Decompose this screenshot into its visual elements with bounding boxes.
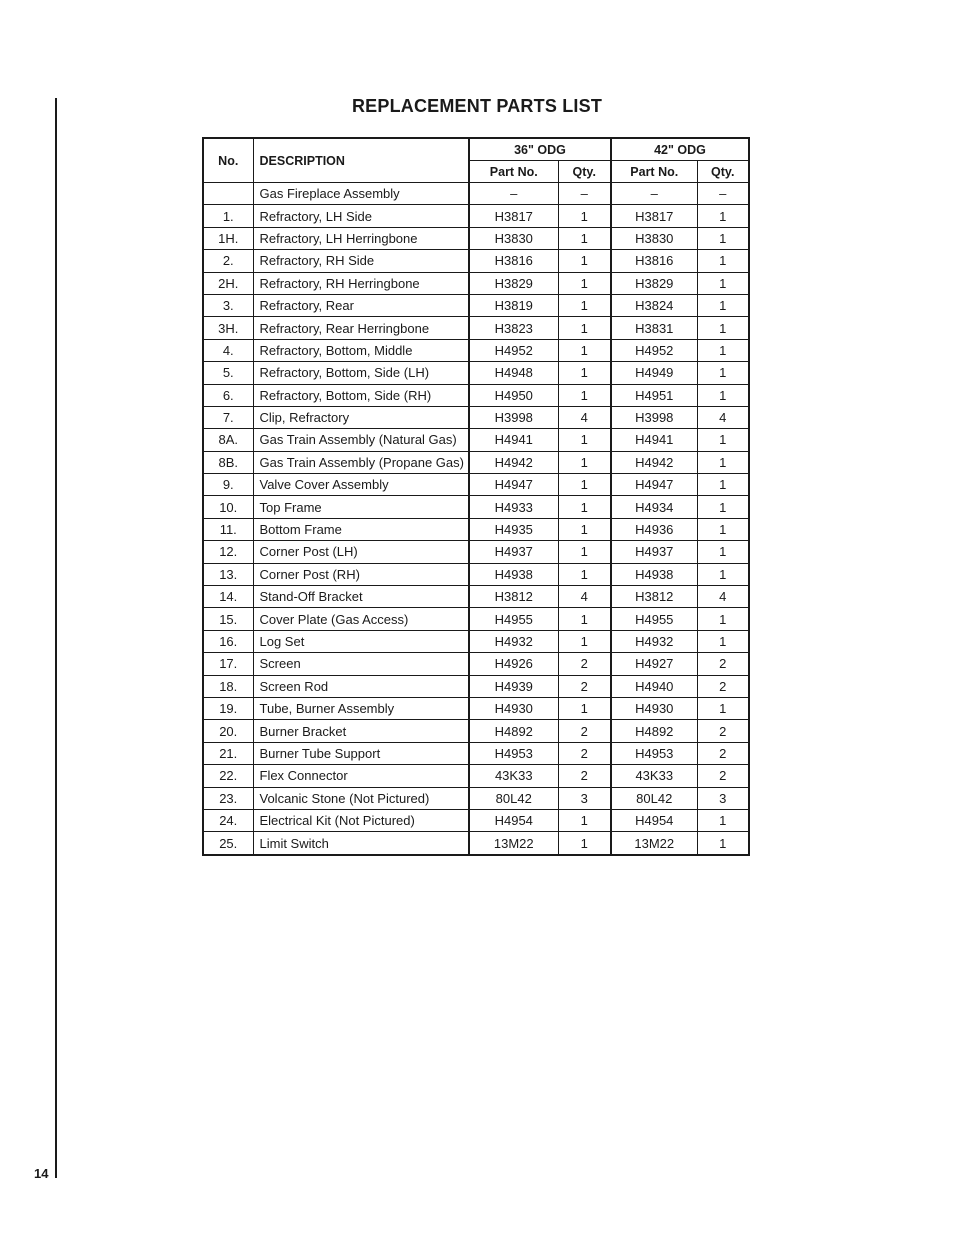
cell-part-no-42: H3831 bbox=[611, 317, 697, 339]
cell-part-no-42: H4951 bbox=[611, 384, 697, 406]
cell-description: Screen Rod bbox=[253, 675, 469, 697]
header-group-36-odg: 36" ODG bbox=[469, 138, 611, 161]
cell-description: Gas Fireplace Assembly bbox=[253, 183, 469, 205]
cell-qty-42: 1 bbox=[697, 832, 749, 855]
cell-qty-36: 2 bbox=[558, 653, 611, 675]
cell-part-no-36: H3998 bbox=[469, 406, 558, 428]
table-row bbox=[203, 227, 749, 249]
cell-part-no-36: 80L42 bbox=[469, 787, 558, 809]
cell-no: 12. bbox=[203, 541, 253, 563]
table-row bbox=[203, 586, 749, 608]
cell-description: Refractory, RH Herringbone bbox=[253, 272, 469, 294]
cell-part-no-42: H3830 bbox=[611, 227, 697, 249]
cell-description: Clip, Refractory bbox=[253, 406, 469, 428]
cell-no: 16. bbox=[203, 630, 253, 652]
cell-part-no-36: – bbox=[469, 183, 558, 205]
cell-qty-42: 1 bbox=[697, 451, 749, 473]
cell-qty-42: 1 bbox=[697, 362, 749, 384]
table-row bbox=[203, 317, 749, 339]
cell-no: 13. bbox=[203, 563, 253, 585]
cell-part-no-42: H3824 bbox=[611, 294, 697, 316]
cell-part-no-36: H3812 bbox=[469, 586, 558, 608]
cell-part-no-36: H4937 bbox=[469, 541, 558, 563]
cell-qty-42: 1 bbox=[697, 339, 749, 361]
cell-part-no-36: 13M22 bbox=[469, 832, 558, 855]
table-row bbox=[203, 832, 749, 855]
header-qty-36: Qty. bbox=[558, 161, 611, 183]
cell-qty-36: 2 bbox=[558, 742, 611, 764]
cell-part-no-42: H4936 bbox=[611, 518, 697, 540]
cell-description: Refractory, Rear Herringbone bbox=[253, 317, 469, 339]
cell-qty-36: 3 bbox=[558, 787, 611, 809]
cell-no: 25. bbox=[203, 832, 253, 855]
cell-no: 8A. bbox=[203, 429, 253, 451]
cell-qty-42: 1 bbox=[697, 317, 749, 339]
header-part-no-36: Part No. bbox=[469, 161, 558, 183]
cell-part-no-36: H4953 bbox=[469, 742, 558, 764]
cell-description: Limit Switch bbox=[253, 832, 469, 855]
cell-qty-36: – bbox=[558, 183, 611, 205]
cell-part-no-42: H3812 bbox=[611, 586, 697, 608]
cell-part-no-42: H4932 bbox=[611, 630, 697, 652]
cell-description: Refractory, RH Side bbox=[253, 250, 469, 272]
cell-no: 1H. bbox=[203, 227, 253, 249]
cell-description: Corner Post (LH) bbox=[253, 541, 469, 563]
cell-qty-42: 2 bbox=[697, 675, 749, 697]
cell-part-no-42: H3817 bbox=[611, 205, 697, 227]
cell-no: 23. bbox=[203, 787, 253, 809]
cell-no: 17. bbox=[203, 653, 253, 675]
cell-part-no-36: H4947 bbox=[469, 474, 558, 496]
table-row bbox=[203, 675, 749, 697]
cell-part-no-36: 43K33 bbox=[469, 765, 558, 787]
cell-part-no-36: H4942 bbox=[469, 451, 558, 473]
cell-description: Flex Connector bbox=[253, 765, 469, 787]
cell-part-no-42: H3998 bbox=[611, 406, 697, 428]
table-row bbox=[203, 272, 749, 294]
cell-qty-36: 1 bbox=[558, 451, 611, 473]
cell-part-no-36: H4930 bbox=[469, 697, 558, 719]
cell-part-no-42: H4941 bbox=[611, 429, 697, 451]
table-row bbox=[203, 183, 749, 205]
cell-description: Bottom Frame bbox=[253, 518, 469, 540]
cell-no: 18. bbox=[203, 675, 253, 697]
cell-qty-42: 1 bbox=[697, 518, 749, 540]
cell-qty-42: 2 bbox=[697, 653, 749, 675]
cell-qty-36: 2 bbox=[558, 675, 611, 697]
cell-part-no-36: H4948 bbox=[469, 362, 558, 384]
cell-qty-36: 1 bbox=[558, 518, 611, 540]
header-no: No. bbox=[203, 138, 253, 183]
table-header-row bbox=[203, 138, 749, 161]
cell-part-no-36: H4955 bbox=[469, 608, 558, 630]
table-row bbox=[203, 720, 749, 742]
cell-part-no-42: H4949 bbox=[611, 362, 697, 384]
cell-part-no-36: H3819 bbox=[469, 294, 558, 316]
table-row bbox=[203, 809, 749, 831]
cell-description: Refractory, LH Side bbox=[253, 205, 469, 227]
cell-description: Refractory, Bottom, Middle bbox=[253, 339, 469, 361]
cell-qty-36: 1 bbox=[558, 496, 611, 518]
cell-description: Screen bbox=[253, 653, 469, 675]
cell-no: 6. bbox=[203, 384, 253, 406]
cell-part-no-36: H4935 bbox=[469, 518, 558, 540]
cell-part-no-42: H4930 bbox=[611, 697, 697, 719]
cell-qty-42: 1 bbox=[697, 205, 749, 227]
cell-part-no-36: H3817 bbox=[469, 205, 558, 227]
cell-qty-36: 1 bbox=[558, 832, 611, 855]
cell-qty-42: 1 bbox=[697, 809, 749, 831]
table-row bbox=[203, 742, 749, 764]
cell-part-no-42: H4954 bbox=[611, 809, 697, 831]
table-row bbox=[203, 518, 749, 540]
cell-qty-42: 2 bbox=[697, 765, 749, 787]
cell-no: 10. bbox=[203, 496, 253, 518]
cell-qty-42: 2 bbox=[697, 720, 749, 742]
table-row bbox=[203, 496, 749, 518]
cell-description: Gas Train Assembly (Natural Gas) bbox=[253, 429, 469, 451]
cell-part-no-36: H4952 bbox=[469, 339, 558, 361]
cell-no: 20. bbox=[203, 720, 253, 742]
cell-description: Gas Train Assembly (Propane Gas) bbox=[253, 451, 469, 473]
cell-qty-42: 1 bbox=[697, 250, 749, 272]
table-row bbox=[203, 205, 749, 227]
cell-no: 2. bbox=[203, 250, 253, 272]
cell-part-no-42: H4955 bbox=[611, 608, 697, 630]
cell-part-no-42: 43K33 bbox=[611, 765, 697, 787]
cell-part-no-36: H3829 bbox=[469, 272, 558, 294]
cell-qty-36: 1 bbox=[558, 250, 611, 272]
cell-qty-36: 1 bbox=[558, 272, 611, 294]
cell-qty-36: 1 bbox=[558, 362, 611, 384]
cell-no: 15. bbox=[203, 608, 253, 630]
margin-rule bbox=[55, 98, 57, 1178]
cell-qty-42: 1 bbox=[697, 496, 749, 518]
cell-part-no-42: H4934 bbox=[611, 496, 697, 518]
cell-part-no-36: H4933 bbox=[469, 496, 558, 518]
cell-part-no-36: H4950 bbox=[469, 384, 558, 406]
cell-no: 4. bbox=[203, 339, 253, 361]
cell-qty-42: 1 bbox=[697, 294, 749, 316]
cell-qty-36: 1 bbox=[558, 474, 611, 496]
table-row bbox=[203, 787, 749, 809]
table-row bbox=[203, 429, 749, 451]
table-row bbox=[203, 294, 749, 316]
cell-qty-42: 1 bbox=[697, 630, 749, 652]
cell-no: 5. bbox=[203, 362, 253, 384]
cell-no bbox=[203, 183, 253, 205]
cell-qty-42: 4 bbox=[697, 406, 749, 428]
cell-description: Cover Plate (Gas Access) bbox=[253, 608, 469, 630]
cell-part-no-36: H3816 bbox=[469, 250, 558, 272]
cell-no: 22. bbox=[203, 765, 253, 787]
cell-qty-36: 1 bbox=[558, 429, 611, 451]
cell-no: 2H. bbox=[203, 272, 253, 294]
cell-part-no-42: H4952 bbox=[611, 339, 697, 361]
cell-part-no-42: H4947 bbox=[611, 474, 697, 496]
cell-qty-42: 2 bbox=[697, 742, 749, 764]
cell-description: Corner Post (RH) bbox=[253, 563, 469, 585]
cell-part-no-42: H4937 bbox=[611, 541, 697, 563]
cell-description: Tube, Burner Assembly bbox=[253, 697, 469, 719]
cell-qty-36: 2 bbox=[558, 720, 611, 742]
cell-qty-36: 1 bbox=[558, 541, 611, 563]
cell-part-no-36: H4932 bbox=[469, 630, 558, 652]
cell-qty-36: 4 bbox=[558, 406, 611, 428]
header-part-no-42: Part No. bbox=[611, 161, 697, 183]
cell-qty-42: 1 bbox=[697, 697, 749, 719]
table-row bbox=[203, 765, 749, 787]
cell-qty-36: 1 bbox=[558, 339, 611, 361]
cell-qty-36: 1 bbox=[558, 384, 611, 406]
cell-part-no-36: H4954 bbox=[469, 809, 558, 831]
table-row bbox=[203, 451, 749, 473]
cell-qty-36: 1 bbox=[558, 608, 611, 630]
cell-no: 11. bbox=[203, 518, 253, 540]
cell-no: 8B. bbox=[203, 451, 253, 473]
cell-qty-36: 1 bbox=[558, 809, 611, 831]
table-row bbox=[203, 608, 749, 630]
cell-part-no-36: H4941 bbox=[469, 429, 558, 451]
cell-part-no-42: 13M22 bbox=[611, 832, 697, 855]
cell-qty-36: 1 bbox=[558, 227, 611, 249]
table-row bbox=[203, 697, 749, 719]
cell-description: Top Frame bbox=[253, 496, 469, 518]
cell-qty-42: 1 bbox=[697, 384, 749, 406]
table-row bbox=[203, 653, 749, 675]
cell-no: 3H. bbox=[203, 317, 253, 339]
cell-qty-36: 1 bbox=[558, 563, 611, 585]
header-description: DESCRIPTION bbox=[253, 138, 469, 183]
cell-part-no-42: H4953 bbox=[611, 742, 697, 764]
cell-part-no-42: – bbox=[611, 183, 697, 205]
parts-table bbox=[202, 137, 750, 856]
cell-qty-42: 1 bbox=[697, 429, 749, 451]
cell-part-no-36: H4892 bbox=[469, 720, 558, 742]
header-qty-42: Qty. bbox=[697, 161, 749, 183]
cell-description: Refractory, LH Herringbone bbox=[253, 227, 469, 249]
table-row bbox=[203, 362, 749, 384]
page-number: 14 bbox=[34, 1166, 49, 1181]
cell-qty-36: 1 bbox=[558, 317, 611, 339]
header-group-42-odg: 42" ODG bbox=[611, 138, 749, 161]
cell-description: Burner Bracket bbox=[253, 720, 469, 742]
cell-no: 14. bbox=[203, 586, 253, 608]
cell-qty-42: 4 bbox=[697, 586, 749, 608]
cell-part-no-36: H4939 bbox=[469, 675, 558, 697]
table-row bbox=[203, 339, 749, 361]
table-row bbox=[203, 406, 749, 428]
cell-qty-42: 1 bbox=[697, 227, 749, 249]
cell-qty-42: 1 bbox=[697, 272, 749, 294]
cell-description: Volcanic Stone (Not Pictured) bbox=[253, 787, 469, 809]
cell-part-no-42: H3816 bbox=[611, 250, 697, 272]
cell-qty-36: 1 bbox=[558, 697, 611, 719]
cell-no: 19. bbox=[203, 697, 253, 719]
table-row bbox=[203, 563, 749, 585]
cell-qty-36: 2 bbox=[558, 765, 611, 787]
cell-description: Refractory, Rear bbox=[253, 294, 469, 316]
table-row bbox=[203, 474, 749, 496]
cell-qty-42: 1 bbox=[697, 474, 749, 496]
cell-qty-36: 1 bbox=[558, 630, 611, 652]
cell-part-no-42: H4940 bbox=[611, 675, 697, 697]
cell-part-no-36: H4926 bbox=[469, 653, 558, 675]
cell-description: Valve Cover Assembly bbox=[253, 474, 469, 496]
cell-qty-36: 1 bbox=[558, 294, 611, 316]
table-row bbox=[203, 384, 749, 406]
cell-part-no-36: H3823 bbox=[469, 317, 558, 339]
table-row bbox=[203, 541, 749, 563]
cell-qty-42: – bbox=[697, 183, 749, 205]
cell-qty-42: 3 bbox=[697, 787, 749, 809]
cell-description: Electrical Kit (Not Pictured) bbox=[253, 809, 469, 831]
cell-qty-36: 4 bbox=[558, 586, 611, 608]
cell-qty-42: 1 bbox=[697, 608, 749, 630]
cell-part-no-42: H4892 bbox=[611, 720, 697, 742]
cell-part-no-42: H4942 bbox=[611, 451, 697, 473]
cell-part-no-42: H3829 bbox=[611, 272, 697, 294]
cell-no: 24. bbox=[203, 809, 253, 831]
cell-qty-42: 1 bbox=[697, 563, 749, 585]
table-row bbox=[203, 250, 749, 272]
cell-no: 21. bbox=[203, 742, 253, 764]
cell-no: 9. bbox=[203, 474, 253, 496]
cell-no: 3. bbox=[203, 294, 253, 316]
cell-description: Log Set bbox=[253, 630, 469, 652]
cell-part-no-36: H4938 bbox=[469, 563, 558, 585]
parts-table-body bbox=[203, 183, 749, 855]
cell-part-no-42: 80L42 bbox=[611, 787, 697, 809]
table-row bbox=[203, 630, 749, 652]
cell-part-no-42: H4927 bbox=[611, 653, 697, 675]
cell-description: Refractory, Bottom, Side (LH) bbox=[253, 362, 469, 384]
cell-part-no-42: H4938 bbox=[611, 563, 697, 585]
cell-no: 1. bbox=[203, 205, 253, 227]
cell-no: 7. bbox=[203, 406, 253, 428]
cell-description: Refractory, Bottom, Side (RH) bbox=[253, 384, 469, 406]
page-title: REPLACEMENT PARTS LIST bbox=[351, 96, 603, 116]
cell-part-no-36: H3830 bbox=[469, 227, 558, 249]
cell-qty-42: 1 bbox=[697, 541, 749, 563]
cell-qty-36: 1 bbox=[558, 205, 611, 227]
cell-description: Burner Tube Support bbox=[253, 742, 469, 764]
cell-description: Stand-Off Bracket bbox=[253, 586, 469, 608]
